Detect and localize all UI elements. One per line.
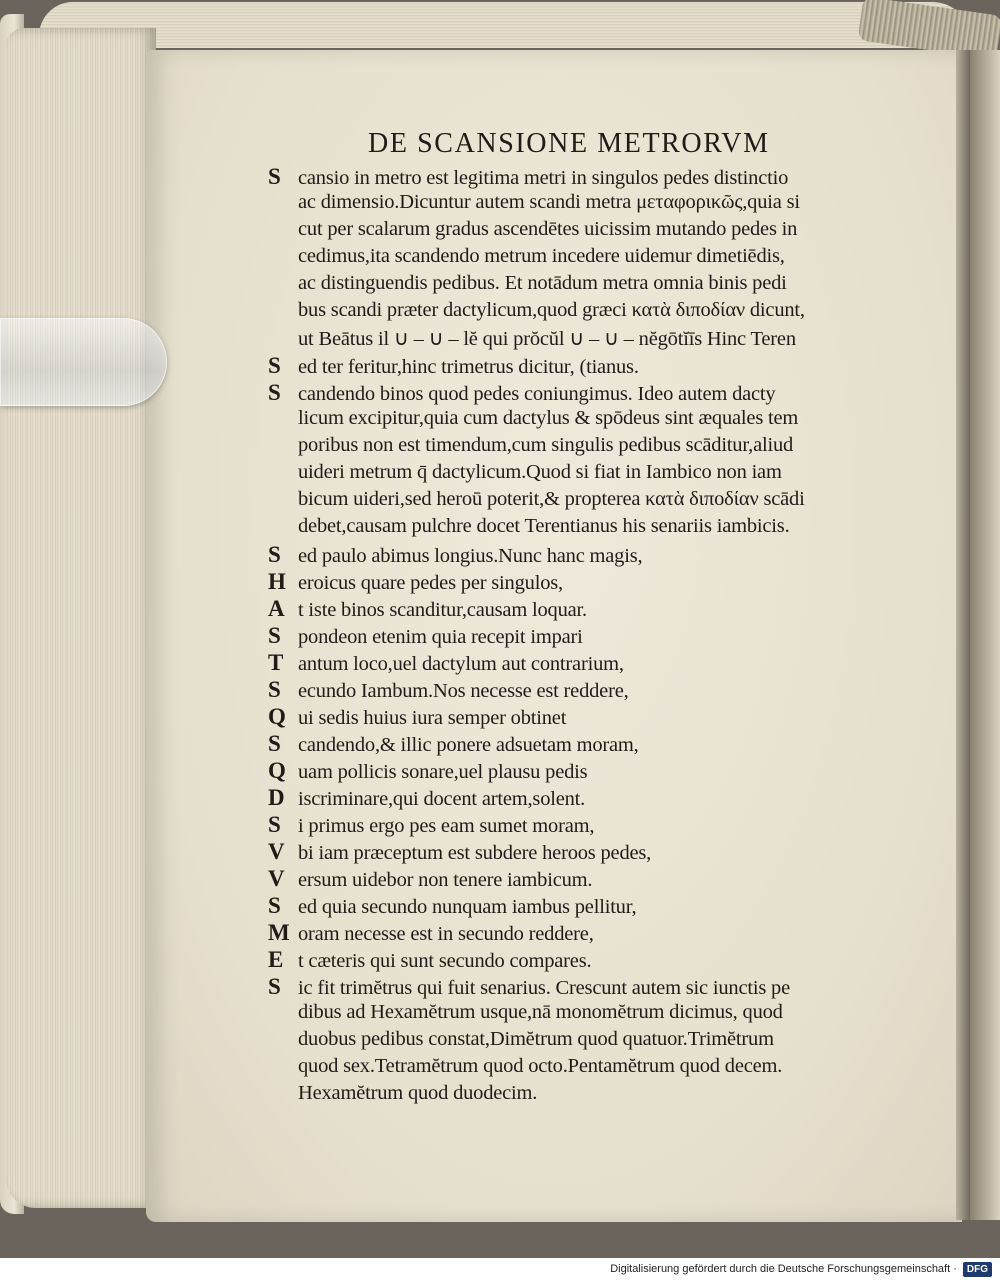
text-line — [268, 1082, 888, 1109]
line-text: dibus ad Hexamĕtrum usque,nā monomĕtrum dicimus, quod — [298, 1001, 783, 1023]
text-line — [268, 596, 888, 623]
line-initial: S — [268, 164, 281, 189]
text-line — [268, 164, 888, 191]
line-text: Hexamĕtrum quod duodecim. — [298, 1082, 538, 1104]
text-line — [268, 731, 888, 758]
text-line — [268, 434, 888, 461]
line-text: poribus non est timendum,cum singulis pedibus scāditur,aliud — [298, 434, 794, 456]
text-line — [268, 353, 888, 380]
line-text: bus scandi præter dactylicum,quod græci κατὰ διποδίαν dicunt, — [298, 299, 805, 321]
line-initial: Q — [268, 704, 286, 729]
line-initial: S — [268, 353, 281, 378]
text-line — [268, 920, 888, 947]
text-line — [268, 218, 888, 245]
text-line — [268, 569, 888, 596]
text-line — [268, 299, 888, 326]
text-line — [268, 623, 888, 650]
line-text: i primus ergo pes eam sumet moram, — [298, 815, 595, 837]
line-text: cut per scalarum gradus ascendētes uicissim mutando pedes in — [298, 218, 798, 240]
text-line — [268, 1055, 888, 1082]
line-text: candendo,& illic ponere adsuetam moram, — [298, 734, 639, 756]
text-line — [268, 947, 888, 974]
line-text: ed paulo abimus longius.Nunc hanc magis, — [298, 545, 643, 567]
text-line — [268, 380, 888, 407]
line-initial: S — [268, 893, 281, 918]
digitization-footer — [0, 1258, 1000, 1280]
text-line — [268, 650, 888, 677]
text-line — [268, 326, 888, 353]
text-line — [268, 758, 888, 785]
line-text: licum excipitur,quia cum dactylus & spōdeus sint æquales tem — [298, 407, 799, 429]
line-text: antum loco,uel dactylum aut contrarium, — [298, 653, 624, 675]
line-text: ecundo Iambum.Nos necesse est reddere, — [298, 680, 629, 702]
text-line — [268, 488, 888, 515]
line-initial: V — [268, 866, 285, 891]
line-text: iscriminare,qui docent artem,solent. — [298, 788, 586, 810]
line-text: ut Beātus il ∪ – ∪ – lĕ qui prŏcŭl ∪ – ∪ – nĕgōtĭīs Hinc Teren — [298, 328, 796, 350]
line-text: ersum uidebor non tenere iambicum. — [298, 869, 593, 891]
line-text: candendo binos quod pedes coniungimus. Ideo autem dacty — [298, 383, 776, 405]
line-text: pondeon etenim quia recepit impari — [298, 626, 583, 648]
line-initial: V — [268, 839, 285, 864]
text-line — [268, 974, 888, 1001]
line-initial: S — [268, 380, 281, 405]
line-text: uam pollicis sonare,uel plausu pedis — [298, 761, 588, 783]
text-line — [268, 1028, 888, 1055]
text-line — [268, 839, 888, 866]
text-line — [268, 272, 888, 299]
line-text: t iste binos scanditur,causam loquar. — [298, 599, 587, 621]
line-text: ui sedis huius iura semper obtinet — [298, 707, 567, 729]
line-initial: S — [268, 974, 281, 999]
page-holder-finger — [0, 318, 167, 406]
footer-credit: Digitalisierung gefördert durch die Deutsche Forschungsgemeinschaft · — [610, 1263, 957, 1275]
text-line — [268, 812, 888, 839]
dfg-logo: DFG — [963, 1262, 992, 1277]
next-page-edge — [970, 50, 1000, 1220]
text-line — [268, 542, 888, 569]
line-text: ic fit trimĕtrus qui fuit senarius. Crescunt autem sic iunctis pe — [298, 977, 790, 999]
line-text: eroicus quare pedes per singulos, — [298, 572, 563, 594]
text-line — [268, 677, 888, 704]
book-top-edge — [38, 2, 973, 48]
text-line — [268, 461, 888, 488]
text-line — [268, 515, 888, 542]
line-text: cedimus,ita scandendo metrum incedere uidemur dimetiēdis, — [298, 245, 785, 267]
text-line — [268, 866, 888, 893]
line-initial: S — [268, 812, 281, 837]
line-initial: D — [268, 785, 285, 810]
line-initial: H — [268, 569, 286, 594]
text-line — [268, 245, 888, 272]
line-text: duobus pedibus constat,Dimĕtrum quod quatuor.Trimĕtrum — [298, 1028, 774, 1050]
line-text: uideri metrum q̄ dactylicum.Quod si fiat in Iambico non iam — [298, 461, 782, 483]
text-line — [268, 893, 888, 920]
line-text: ed quia secundo nunquam iambus pellitur, — [298, 896, 637, 918]
line-text: oram necesse est in secundo reddere, — [298, 923, 594, 945]
book-page-stack — [6, 28, 156, 1208]
line-initial: S — [268, 677, 281, 702]
line-initial: T — [268, 650, 284, 675]
line-initial: M — [268, 920, 290, 945]
line-text: t cæteris qui sunt secundo compares. — [298, 950, 592, 972]
line-text: ed ter feritur,hinc trimetrus dicitur, (tianus. — [298, 356, 639, 378]
line-initial: A — [268, 596, 285, 621]
line-text: cansio in metro est legitima metri in singulos pedes distinctio — [298, 167, 789, 189]
line-text: bi iam præceptum est subdere heroos pedes, — [298, 842, 652, 864]
page-text-block — [268, 128, 888, 1109]
line-text: bicum uideri,sed heroū poterit,& propterea κατὰ διποδίαν scādi — [298, 488, 805, 510]
text-line — [268, 407, 888, 434]
line-text: debet,causam pulchre docet Terentianus his senariis iambicis. — [298, 515, 790, 537]
line-text: ac dimensio.Dicuntur autem scandi metra μεταφορικῶς,quia si — [298, 191, 800, 213]
text-lines — [268, 164, 888, 1109]
text-line — [268, 704, 888, 731]
page-heading: DE SCANSIONE METRORVM — [368, 128, 770, 159]
text-line — [268, 785, 888, 812]
line-initial: S — [268, 623, 281, 648]
line-initial: E — [268, 947, 284, 972]
line-initial: S — [268, 731, 281, 756]
line-initial: Q — [268, 758, 286, 783]
text-line — [268, 1001, 888, 1028]
line-text: quod sex.Tetramĕtrum quod octo.Pentamĕtrum quod decem. — [298, 1055, 783, 1077]
line-initial: S — [268, 542, 281, 567]
text-line — [268, 191, 888, 218]
line-text: ac distinguendis pedibus. Et notādum metra omnia binis pedi — [298, 272, 787, 294]
